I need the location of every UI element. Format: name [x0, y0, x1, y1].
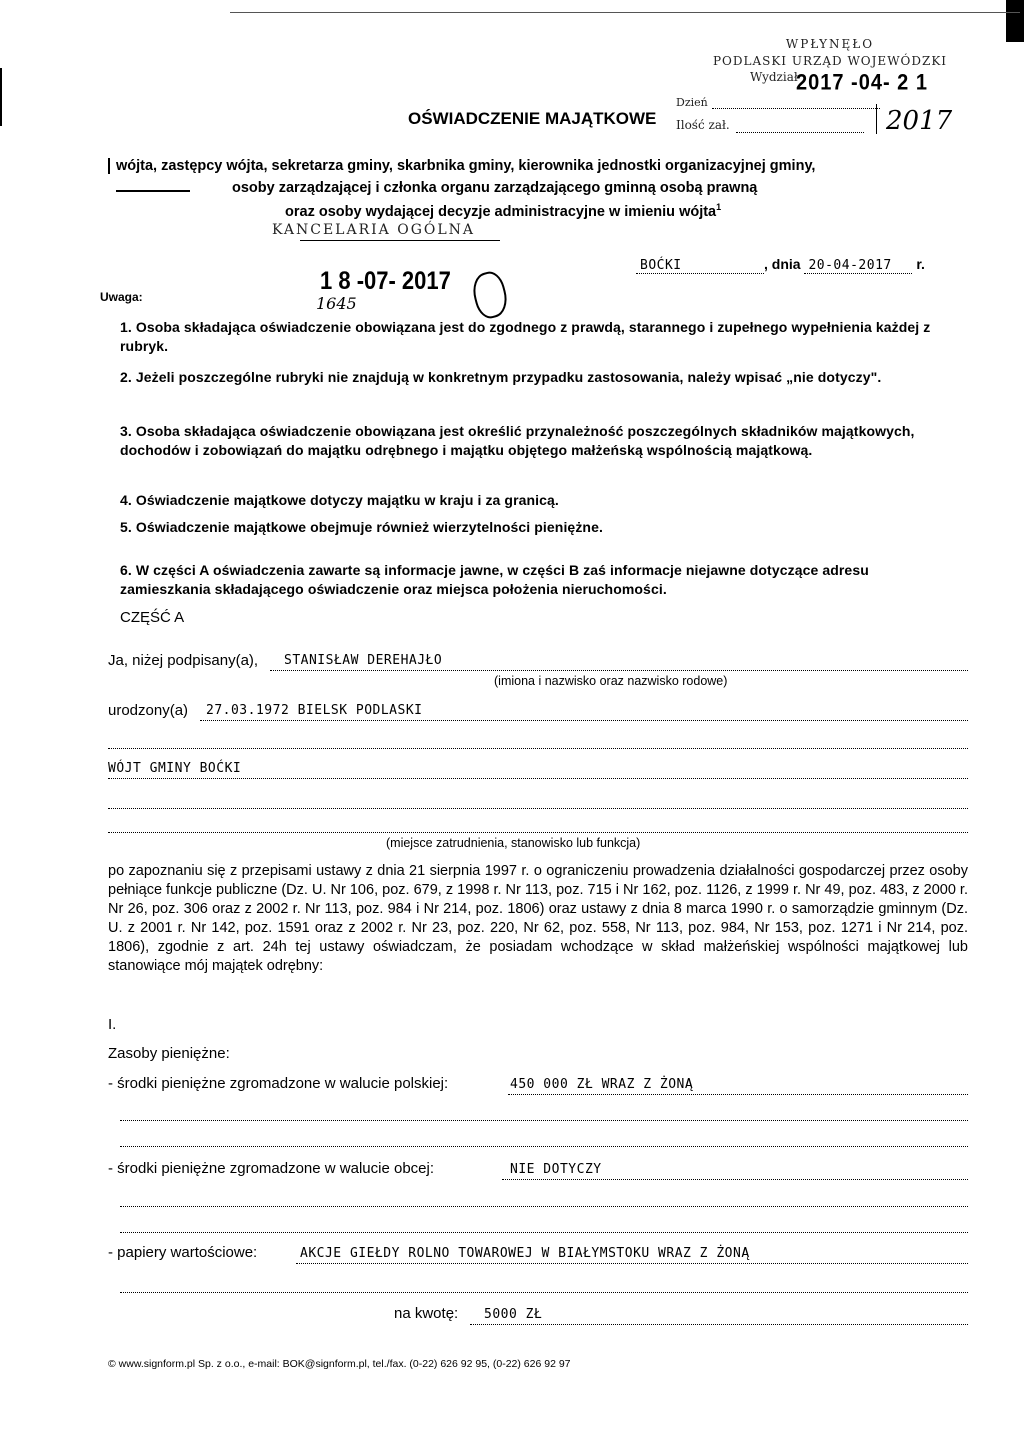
uwaga-item-6: 6. W części A oświadczenia zawarte są informacje jawne, w części B zaś informacje niejawne dotyczące adresu zamieszkania składającego oświadczenie oraz miejsca położenia nieruchomości. [120, 562, 869, 597]
scan-edge-mark [0, 68, 2, 126]
stamp-ilosc-label: Ilość zał. [676, 118, 730, 132]
legal-statement: po zapoznaniu się z przepisami ustawy z dnia 21 sierpnia 1997 r. o ograniczeniu prowadzenia działalności gospodarczej przez osoby pełniące funkcje publiczne (Dz. U. Nr 106, poz. 679, z 1998 r. Nr 113, poz. 715 i Nr 162, poz. 1126, z 1999 r. Nr 49, poz. 483, z 2000 r. Nr 26, poz. 306 oraz z 2002 r. Nr 113, poz. 984 i Nr 214, poz. 1806) oraz ustawy z dnia 8 marca 1990 r. o samorządzie gminnym (Dz. U. z 2001 r. Nr 142, poz. 1591 oraz z 2002 r. Nr 23, poz. 220, Nr 62, poz. 558, Nr 113, poz. 984, Nr 153, poz. 1271 i Nr 214, poz. 1806), zgodnie z art. 24h tej ustawy oświadczam, że posiadam wchodzące w skład małżeńskiej wspólności majątkowej lub stanowiące mój majątek odrębny: [108, 863, 968, 974]
kancelaria-stamp-date: 1 8 -07- 2017 [320, 266, 451, 295]
stamp-reference: 2017 [886, 106, 953, 136]
scan-edge-line [230, 12, 1020, 13]
pln-line [508, 1094, 968, 1095]
name-line [270, 670, 968, 671]
part-a-heading: CZĘŚĆ A [120, 609, 185, 626]
uwaga-item-4: 4. Oświadczenie majątkowe dotyczy majątku w kraju i za granicą. [120, 492, 559, 508]
securities-label: - papiery wartościowe: [108, 1244, 258, 1261]
workplace-line [108, 778, 968, 779]
fx-label: - środki pieniężne zgromadzone w walucie obcej: [108, 1160, 435, 1177]
scan-edge-mark [1006, 0, 1024, 42]
birth-line [200, 720, 968, 721]
signature-mark [469, 269, 512, 322]
blank-line [120, 1206, 968, 1207]
stamp-line-1: WPŁYNĘŁO [785, 37, 875, 51]
name-caption: (imiona i nazwisko oraz nazwisko rodowe) [494, 674, 728, 688]
pln-field: 450 000 ZŁ WRAZ Z ŻONĄ [510, 1077, 694, 1092]
position-bracket [108, 158, 110, 174]
position-line-3-text: oraz osoby wydającej decyzje administracyjne w imieniu wójta [285, 203, 717, 220]
blank-line [108, 808, 968, 809]
blank-line [120, 1232, 968, 1233]
fx-line [502, 1179, 968, 1180]
amount-label: na kwotę: [394, 1305, 459, 1322]
uwaga-item-2: 2. Jeżeli poszczególne rubryki nie znajdują w konkretnym przypadku zastosowania, należy wpisać „nie dotyczy". [120, 369, 882, 385]
securities-field: AKCJE GIEŁDY ROLNO TOWAROWEJ W BIAŁYMSTOKU WRAZ Z ŻONĄ [300, 1246, 750, 1261]
date-suffix: r. [916, 256, 925, 272]
blank-line [120, 1146, 968, 1147]
securities-line [296, 1263, 968, 1264]
amount-field: 5000 ZŁ [484, 1307, 543, 1322]
amount-line [470, 1324, 968, 1325]
ja-label: Ja, niżej podpisany(a), [108, 652, 259, 669]
uwaga-label: Uwaga: [100, 290, 143, 304]
pln-label: - środki pieniężne zgromadzone w walucie polskiej: [108, 1075, 449, 1092]
section-i-heading: Zasoby pieniężne: [108, 1045, 230, 1062]
kancelaria-stamp-title: KANCELARIA OGÓLNA [272, 222, 476, 238]
document-title: OŚWIADCZENIE MAJĄTKOWE [408, 109, 657, 128]
date-field: 20-04-2017 [804, 258, 912, 274]
workplace-field: WÓJT GMINY BOĆKI [108, 761, 242, 776]
blank-line [120, 1292, 968, 1293]
position-bracket-bottom [116, 190, 190, 192]
blank-line [108, 832, 968, 833]
stamp-wydzial-label: Wydział [750, 70, 798, 84]
stamp-dzien-label: Dzień [676, 96, 708, 109]
footer-copyright: © www.signform.pl Sp. z o.o., e-mail: BOK@signform.pl, tel./fax. (0-22) 626 92 95, (0-22) 626 92 97 [108, 1358, 571, 1370]
footnote-marker: 1 [716, 202, 722, 212]
stamp-date: 2017 -04- 2 1 [796, 70, 928, 96]
fx-field: NIE DOTYCZY [510, 1162, 602, 1177]
uwaga-item-5: 5. Oświadczenie majątkowe obejmuje również wierzytelności pieniężne. [120, 519, 603, 535]
birth-field: 27.03.1972 BIELSK PODLASKI [206, 703, 423, 718]
stamp-ilosc-line [736, 132, 864, 133]
workplace-caption: (miejsce zatrudnienia, stanowisko lub funkcja) [386, 836, 641, 850]
section-i-numeral: I. [108, 1016, 117, 1033]
stamp-dzien-line [712, 108, 880, 109]
date-separator: , dnia [764, 256, 801, 272]
uwaga-item-3: 3. Osoba składająca oświadczenie obowiązana jest określić przynależność poszczególnych składników majątkowych, dochodów i zobowiązań do majątku odrębnego i majątku objętego małżeńską wspólnością majątkową. [120, 423, 915, 458]
kancelaria-stamp-number: 1645 [316, 294, 357, 313]
stamp-divider [876, 104, 877, 134]
urodzony-label: urodzony(a) [108, 702, 189, 719]
position-line-3 [285, 202, 721, 220]
place-field: BOĆKI [636, 258, 764, 274]
receipt-stamp [680, 36, 980, 70]
uwaga-item-1: 1. Osoba składająca oświadczenie obowiązana jest do zgodnego z prawdą, starannego i zupełnego wypełnienia każdej z rubryk. [120, 319, 931, 354]
place-date-row [636, 256, 966, 274]
position-line-2: osoby zarządzającej i członka organu zarządzającego gminną osobą prawną [232, 180, 758, 196]
name-field: STANISŁAW DEREHAJŁO [284, 653, 443, 668]
blank-line [108, 748, 968, 749]
stamp-line-2: PODLASKI URZĄD WOJEWÓDZKI [712, 54, 948, 68]
kancelaria-stamp-line [300, 240, 500, 241]
blank-line [120, 1120, 968, 1121]
position-line-1: wójta, zastępcy wójta, sekretarza gminy, skarbnika gminy, kierownika jednostki organizacyjnej gminy, [116, 158, 816, 174]
